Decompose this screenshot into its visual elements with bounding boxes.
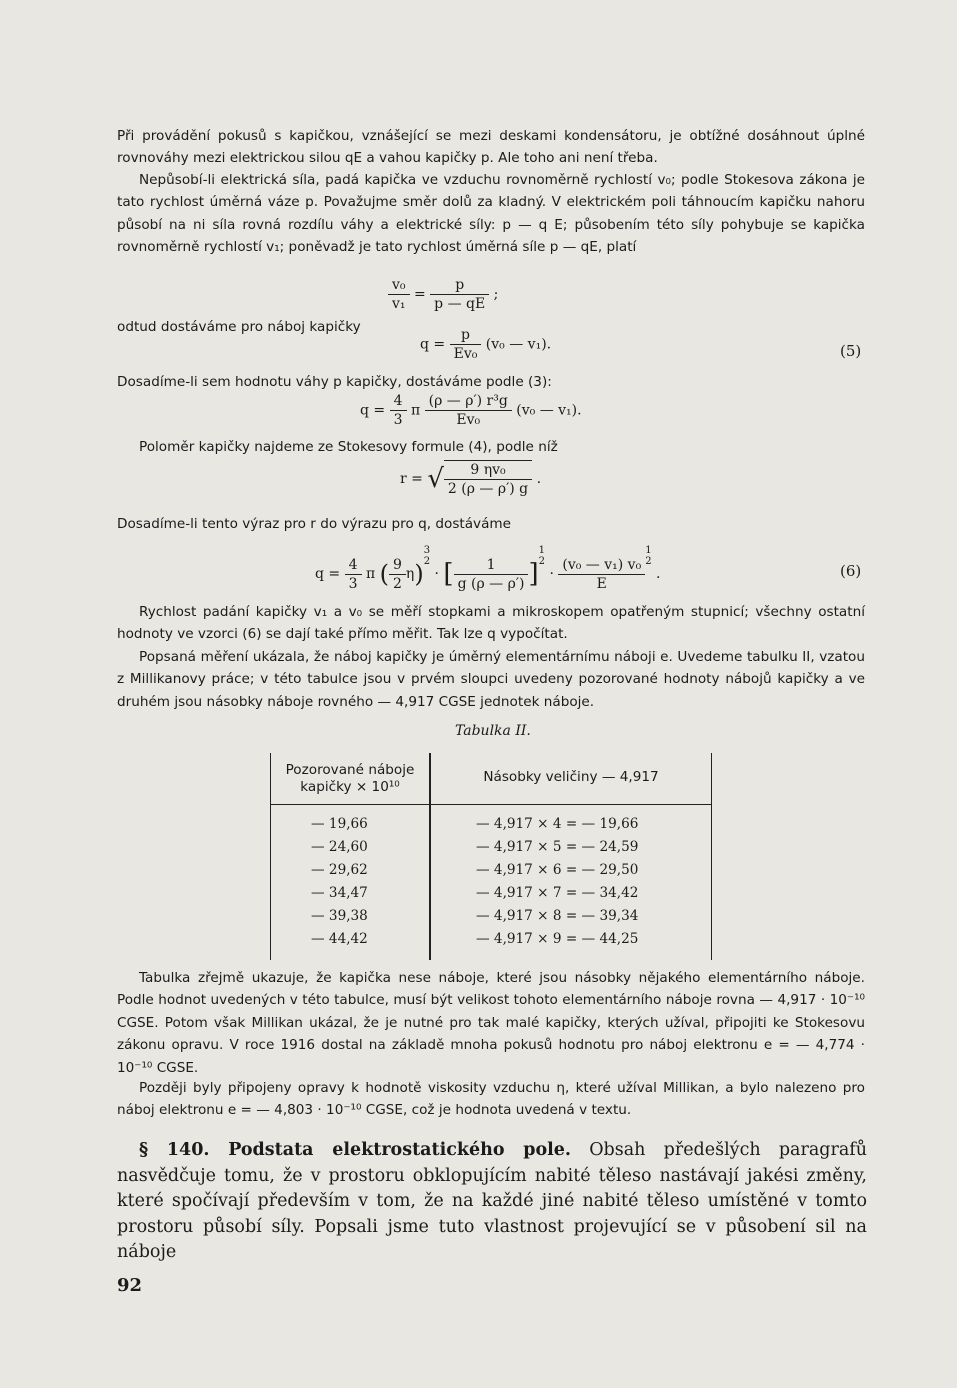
page-number: 92: [117, 1275, 143, 1296]
section-140: [117, 1138, 867, 1266]
table-row-observed: — 39,38: [311, 908, 368, 924]
table-row-observed: — 44,42: [311, 931, 368, 947]
sqrt-sign-icon: √: [427, 464, 444, 494]
eq5-q: q =: [420, 336, 450, 353]
eq6-paren-den: 2: [393, 575, 402, 592]
eq6-exp2b: 2: [538, 556, 545, 567]
eq3-den: Ev₀: [456, 412, 481, 428]
equation-4-radius: [400, 460, 541, 498]
bracket-close-icon: ]: [528, 559, 539, 589]
paragraph-elementary-charge: Tabulka zřejmě ukazuje, že kapička nese náboje, které jsou násobky nějakého elementárního náboje. Podle hodnot uvedených v této tabulce, musí být velikost tohoto elementárního náboje rovna — 4,917 · 10⁻¹⁰ CGSE. Potom však Millikan ukázal, že je nutné pro tak malé kapičky, kterých užíval, připojiti ke Stokesovu zákonu opravu. V roce 1916 dostal na základě mnoha pokusů hodnotu pro náboj elektronu e = — 4,774 · 10⁻¹⁰ CGSE.: [117, 970, 865, 1076]
eq4-r: r =: [400, 471, 428, 487]
paragraph-intro: Při provádění pokusů s kapičkou, vznášející se mezi deskami kondensátoru, je obtížné dosáhnout úplné rovnováhy mezi elektrickou silou qE a vahou kapičky p. Ale toho ani není třeba.: [117, 128, 865, 167]
paragraph-millikan-table: Popsaná měření ukázala, že náboj kapičky je úměrný elementárnímu náboji e. Uvedeme tabulku II, vzatou z Millikanovy práce; v této tabulce jsou v prvém sloupci uvedeny pozorované hodnoty nábojů kapičky a ve druhém jsou násobky náboje rovného — 4,917 CGSE jednotek náboje.: [117, 649, 865, 710]
eq4-tail: .: [536, 471, 542, 487]
eq6-exp1b: 2: [423, 556, 431, 567]
section-text: Obsah předešlých paragrafů nasvědčuje tomu, že v prostoru obklopujícím nabité těleso nastávají jakési změny, které spočívají především v tom, že na každé jiné nabité těleso umístěné v tomto prostoru působí síly. Popsali jsme tuto vlastnost projevující se v působení sil na náboje: [117, 1140, 868, 1262]
eq6-paren-num: 9: [389, 556, 406, 575]
table-row-multiple: — 4,917 × 9 = — 44,25: [476, 931, 639, 947]
eq6-eta: η: [405, 566, 415, 582]
eq5-den: Ev₀: [453, 346, 478, 362]
eq4-den: 2 (ρ — ρ′) g: [447, 481, 529, 497]
eq3-three: 3: [393, 412, 403, 428]
equation-6-label: (6): [840, 562, 862, 580]
table-header: [271, 753, 711, 805]
table-row-observed: — 34,47: [311, 885, 368, 901]
eq3-tail: (v₀ — v₁).: [516, 402, 582, 419]
eq4-num: 9 ηv₀: [444, 461, 532, 480]
bracket-open-icon: [: [443, 559, 454, 589]
eq6-exp2: 1: [538, 545, 545, 556]
table-row-multiple: — 4,917 × 4 = — 19,66: [476, 816, 639, 832]
eq6-last-den: E: [596, 575, 607, 592]
table-row-observed: — 19,66: [311, 816, 368, 832]
equation-5-label: (5): [840, 342, 862, 360]
paragraph-charge-intro: odtud dostáváme pro náboj kapičky: [117, 319, 361, 335]
equation-6: q = $\frac{4}{3}$ π ( $\frac{9}{2}$ η)$^{3 2}$ · [ $\frac{1}{g (\rho — \rho')}$ ]$^{1 2}$ · $\frac{\text{(v₀ — v₁) v₀}}{E}$ $^{1 2}$ .: [315, 545, 661, 592]
eq6-exp3: 1: [645, 545, 652, 556]
eq6-br-den: g (ρ — ρ′): [457, 575, 525, 592]
eq1-lhs-den: v₁: [392, 296, 406, 312]
eq1-rhs-num: p: [430, 276, 489, 295]
eq6-four: 4: [345, 556, 362, 575]
eq3-q: q =: [360, 402, 390, 419]
eq6-exp3b: 2: [645, 556, 652, 567]
table-row-multiple: — 4,917 × 6 = — 29,50: [476, 862, 639, 878]
table-caption: Tabulka II.: [455, 723, 531, 739]
equation-3-substituted: [360, 392, 582, 429]
header-observed-line2: kapičky × 10¹⁰: [300, 779, 400, 795]
equation-velocity-ratio: $\frac{\text{v₀}}{\text{v₁}}$ = $\frac{p}{p — qE}$ ;: [388, 276, 498, 313]
header-observed-line1: Pozorované náboje: [285, 762, 415, 778]
eq6-pi: π: [365, 566, 376, 582]
paragraph-measurement: Rychlost padání kapičky v₁ a v₀ se měří stopkami a mikroskopem opatřeným stupnicí; všechny ostatní hodnoty ve vzorci (6) se dají také přímo měřit. Tak lze q vypočítat.: [117, 604, 865, 643]
paragraph-viscosity: Později byly připojeny opravy k hodnotě viskosity vzduchu η, které užíval Millikan, a bylo nalezeno pro náboj elektronu e = — 4,803 · 10⁻¹⁰ CGSE, což je hodnota uvedená v textu.: [117, 1080, 865, 1119]
millikan-table: [270, 753, 712, 960]
eq3-four: 4: [390, 392, 407, 411]
paragraph-weight: Dosadíme-li sem hodnotu váhy p kapičky, dostáváme podle (3):: [117, 374, 552, 390]
paragraph-radius: Poloměr kapičky najdeme ze Stokesovy formule (4), podle níž: [139, 439, 558, 455]
eq3-num: (ρ — ρ′) r³g: [425, 392, 512, 411]
table-header-multiples: Násobky veličiny — 4,917: [483, 769, 659, 785]
table-row-observed: — 24,60: [311, 839, 368, 855]
eq6-tail: .: [656, 566, 661, 582]
eq6-last-num: (v₀ — v₁) v₀: [558, 556, 645, 575]
eq3-pi: π: [410, 402, 421, 419]
eq1-rhs-den: p — qE: [434, 296, 486, 312]
table-header-observed: [271, 762, 429, 796]
paragraph-substitute: Dosadíme-li tento výraz pro r do výrazu pro q, dostáváme: [117, 516, 512, 532]
eq6-br-num: 1: [454, 556, 529, 575]
equation-5: [420, 326, 551, 363]
table-row-multiple: — 4,917 × 5 = — 24,59: [476, 839, 639, 855]
eq5-tail: (v₀ — v₁).: [485, 336, 552, 353]
section-heading: § 140. Podstata elektrostatického pole.: [139, 1140, 572, 1160]
eq6-three: 3: [348, 575, 358, 592]
paren-open-icon: (: [379, 560, 389, 588]
table-row-multiple: — 4,917 × 7 = — 34,42: [476, 885, 639, 901]
paren-close-icon: ): [414, 560, 424, 588]
eq1-lhs-num: v₀: [388, 276, 410, 295]
eq6-q: q =: [315, 566, 345, 582]
eq1-tail: ;: [493, 286, 499, 303]
eq6-exp1: 3: [423, 545, 431, 556]
table-row-multiple: — 4,917 × 8 = — 39,34: [476, 908, 639, 924]
table-row-observed: — 29,62: [311, 862, 368, 878]
paragraph-stokes: Nepůsobí-li elektrická síla, padá kapička ve vzduchu rovnoměrně rychlostí v₀; podle Stokesova zákona je tato rychlost úměrná váze p. Považujme směr dolů za kladný. V elektrickém poli táhnoucím kapičku nahoru působí na ni síla rovná rozdílu váhy a elektrické síly: p — q E; působením této síly pohybuje se kapička rovnoměrně rychlostí v₁; poněvadž je tato rychlost úměrná síle p — qE, platí: [117, 172, 865, 256]
eq5-num: p: [450, 326, 482, 345]
